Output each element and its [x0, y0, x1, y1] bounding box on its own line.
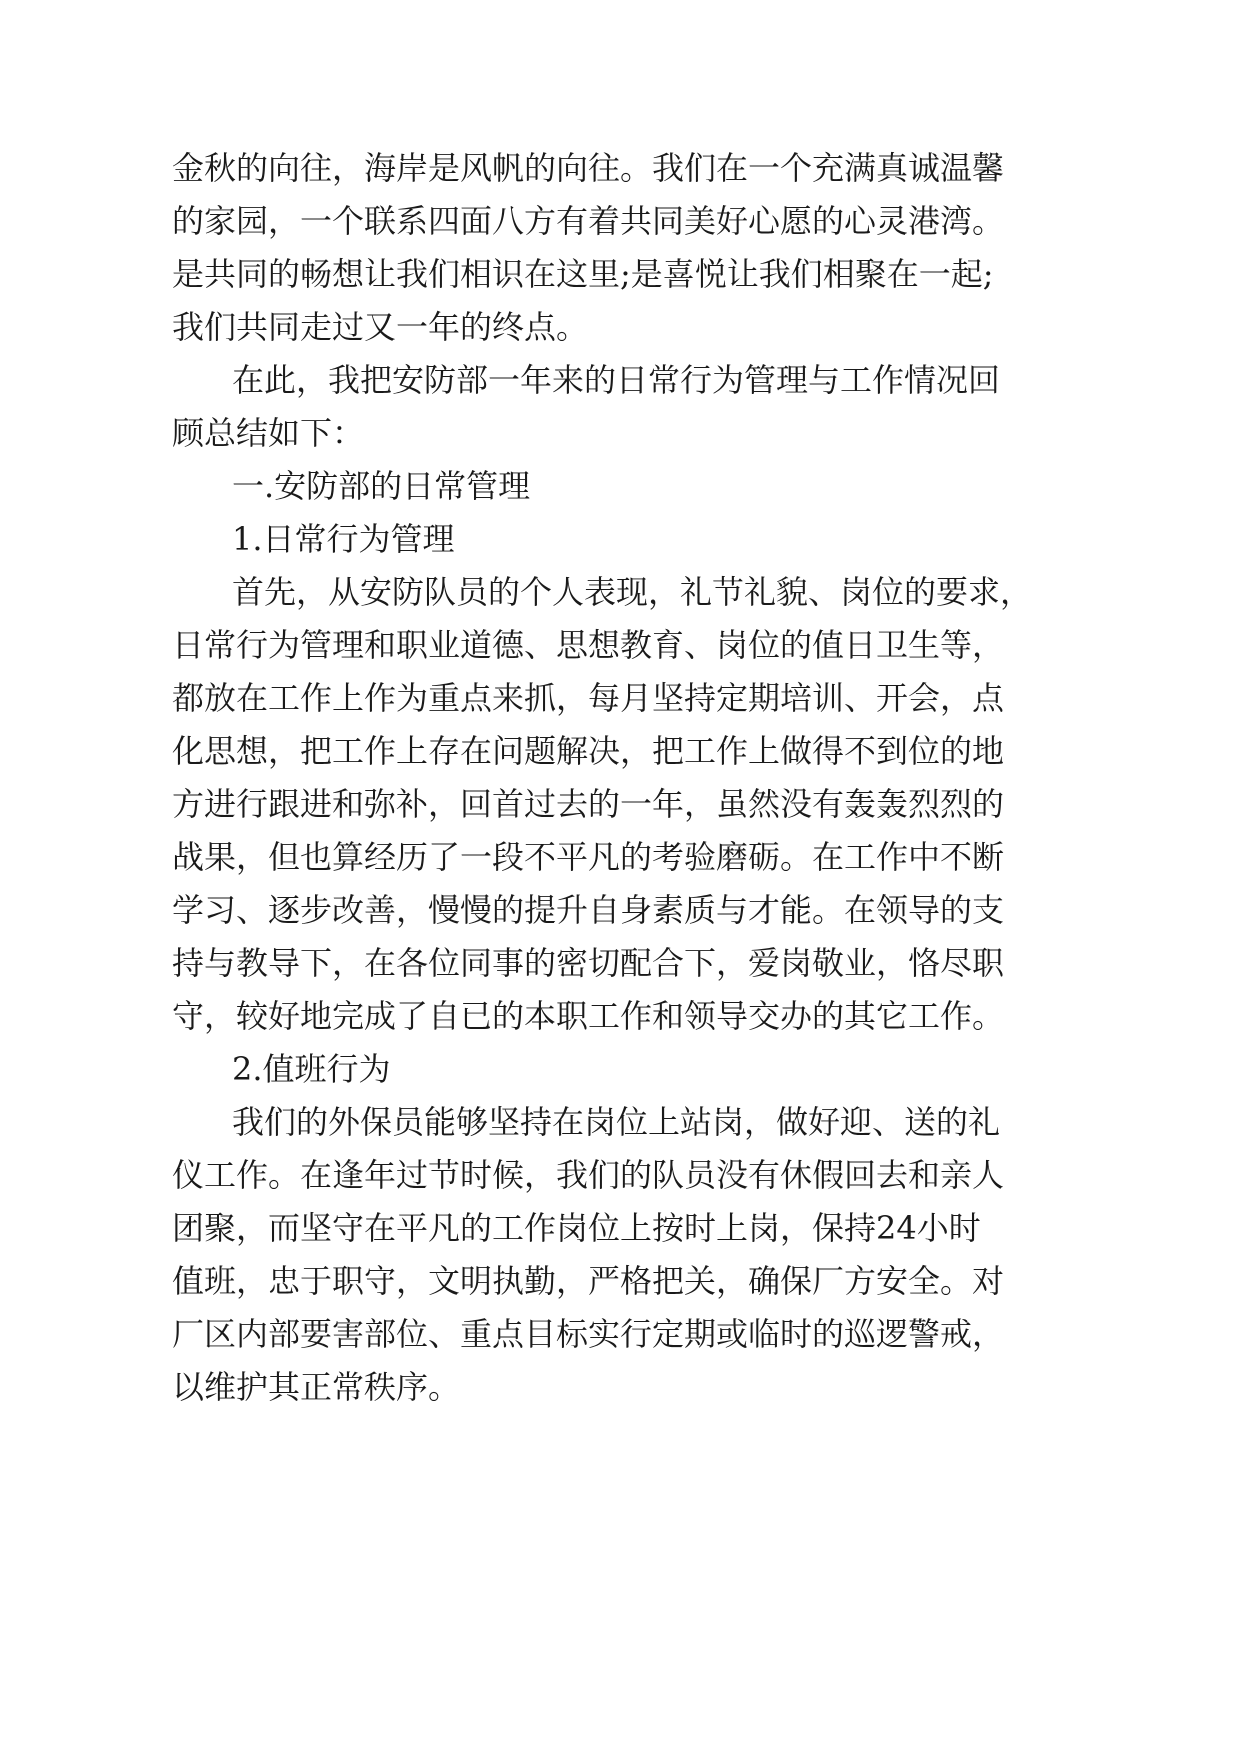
text-line: 都放在工作上作为重点来抓，每月坚持定期培训、开会，点	[172, 679, 1005, 717]
text-line: 我们的外保员能够坚持在岗位上站岗，做好迎、送的礼	[232, 1103, 1001, 1141]
text-line: 的家园，一个联系四面八方有着共同美好心愿的心灵港湾。	[172, 202, 1005, 240]
text-line: 值班，忠于职守，文明执勤，严格把关，确保厂方安全。对	[172, 1262, 1005, 1300]
text-line: 化思想，把工作上存在问题解决，把工作上做得不到位的地	[172, 732, 1005, 770]
text-line: 持与教导下，在各位同事的密切配合下，爱岗敬业，恪尽职	[172, 944, 1005, 982]
text-line: 以维护其正常秩序。	[172, 1368, 461, 1406]
text-line: 顾总结如下：	[172, 414, 365, 452]
text-line: 日常行为管理和职业道德、思想教育、岗位的值日卫生等，	[172, 626, 1005, 664]
text-line: 学习、逐步改善，慢慢的提升自身素质与才能。在领导的支	[172, 891, 1005, 929]
text-line: 我们共同走过又一年的终点。	[172, 308, 589, 346]
text-line: 在此，我把安防部一年来的日常行为管理与工作情况回	[232, 361, 1001, 399]
section-heading: 一.安防部的日常管理	[232, 467, 531, 505]
subsection-heading: 1.日常行为管理	[232, 520, 455, 558]
text-line: 守，较好地完成了自已的本职工作和领导交办的其它工作。	[172, 997, 1005, 1035]
subsection-heading: 2.值班行为	[232, 1050, 391, 1088]
text-line: 厂区内部要害部位、重点目标实行定期或临时的巡逻警戒，	[172, 1315, 1005, 1353]
text-line: 仪工作。在逢年过节时候，我们的队员没有休假回去和亲人	[172, 1156, 1005, 1194]
text-line: 战果，但也算经历了一段不平凡的考验磨砺。在工作中不断	[172, 838, 1005, 876]
text-line: 金秋的向往，海岸是风帆的向往。我们在一个充满真诚温馨	[172, 149, 1005, 187]
text-line: 团聚，而坚守在平凡的工作岗位上按时上岗，保持24小时	[172, 1209, 981, 1247]
text-line: 首先，从安防队员的个人表现，礼节礼貌、岗位的要求，	[232, 573, 1033, 611]
text-line: 方进行跟进和弥补，回首过去的一年，虽然没有轰轰烈烈的	[172, 785, 1005, 823]
text-line: 是共同的畅想让我们相识在这里;是喜悦让我们相聚在一起;	[172, 255, 994, 293]
